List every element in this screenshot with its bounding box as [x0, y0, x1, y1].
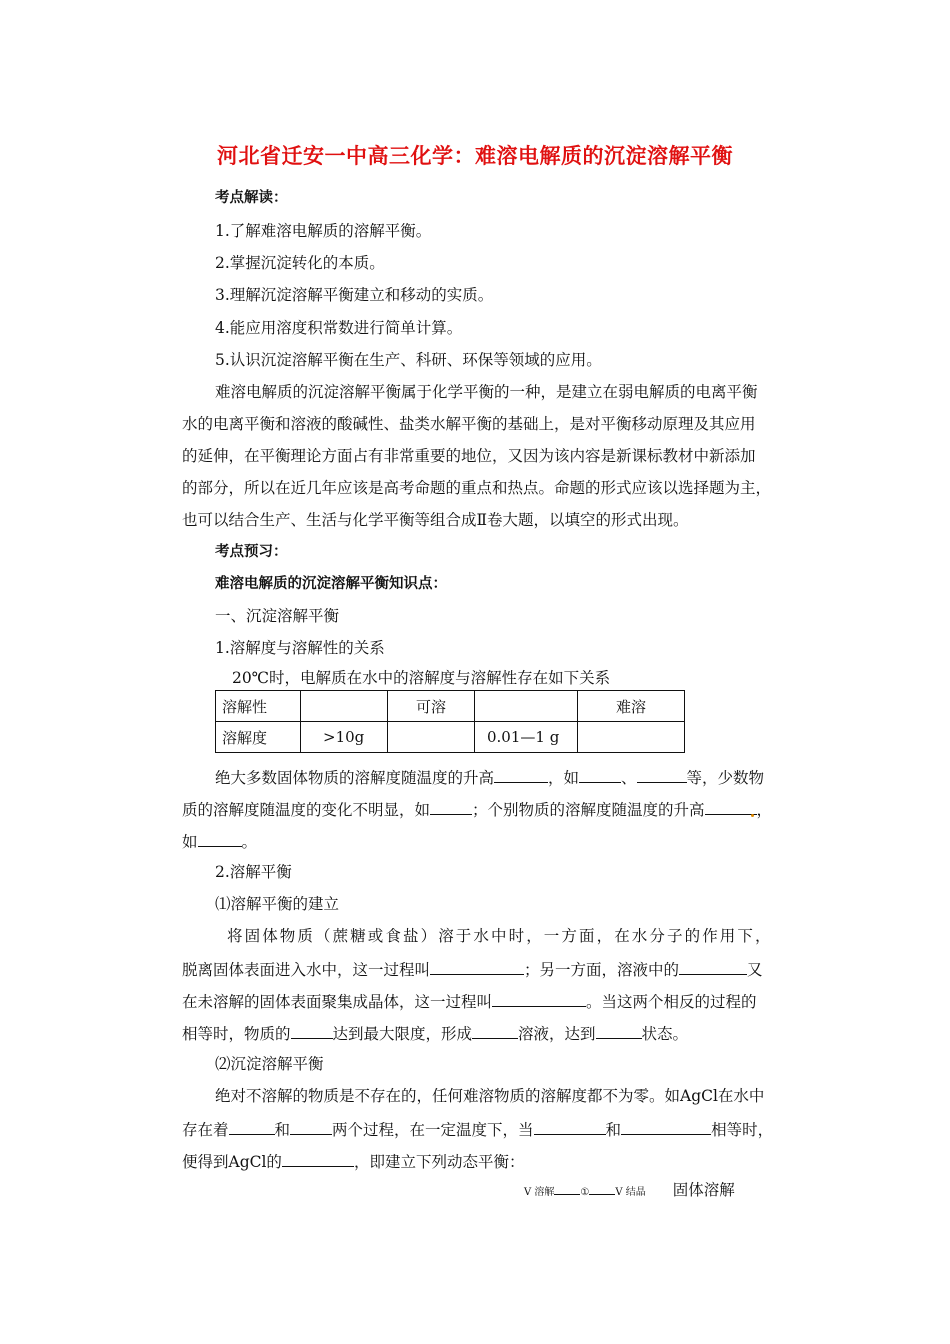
table-cell: 难溶: [578, 691, 685, 722]
para-c-line-3: 便得到AgCl的 ，即建立下列动态平衡：: [182, 1150, 524, 1172]
blank-field[interactable]: [430, 958, 524, 975]
intro-line-1: 难溶电解质的沉淀溶解平衡属于化学平衡的一种，是建立在弱电解质的电离平衡: [215, 383, 758, 401]
blank-field[interactable]: [290, 1118, 332, 1135]
table-row: [216, 722, 685, 753]
sub-heading-1-desc: 20℃时，电解质在水中的溶解度与溶解性存在如下关系: [232, 669, 611, 687]
table-cell: >10g: [301, 722, 388, 753]
point-4: 4.能应用溶度积常数进行简单计算。: [215, 319, 463, 337]
blank-field[interactable]: [679, 958, 747, 975]
blank-field[interactable]: [229, 1118, 275, 1135]
table-cell: 可溶: [388, 691, 475, 722]
point-2: 2.掌握沉淀转化的本质。: [215, 254, 385, 272]
dot-mark: [751, 814, 754, 817]
table-cell: [301, 691, 388, 722]
blank-field[interactable]: [430, 798, 472, 815]
blank-field[interactable]: [198, 830, 242, 847]
sub-heading-1: 1.溶解度与溶解性的关系: [215, 639, 385, 657]
blank-field[interactable]: [579, 766, 621, 783]
blank-field[interactable]: [637, 766, 687, 783]
para-b-line-1: 将固体物质（蔗糖或食盐）溶于水中时，一方面，在水分子的作用下，: [227, 927, 773, 945]
blank-field[interactable]: [596, 1022, 642, 1039]
sub-heading-2-1: ⑴溶解平衡的建立: [215, 895, 340, 913]
blank-field[interactable]: [534, 1118, 606, 1135]
intro-line-5: 也可以结合生产、生活与化学平衡等组合成Ⅱ卷大题，以填空的形式出现。: [182, 511, 689, 529]
table-cell: [578, 722, 685, 753]
blank-field[interactable]: [492, 990, 586, 1007]
page-title: 河北省迁安一中高三化学：难溶电解质的沉淀溶解平衡: [217, 144, 733, 168]
point-1: 1.了解难溶电解质的溶解平衡。: [215, 222, 432, 240]
formula-line: [589, 1184, 615, 1195]
table-cell: 溶解性: [216, 691, 301, 722]
table-cell: 0.01—1 g: [475, 722, 578, 753]
para-a-line-2: 质的溶解度随温度的变化不明显，如 ；个别物质的溶解度随温度的升高 ，: [182, 798, 772, 820]
blank-field[interactable]: [291, 1022, 333, 1039]
blank-field[interactable]: [472, 1022, 518, 1039]
solubility-table: [215, 690, 685, 753]
para-b-line-3: 在未溶解的固体表面聚集成晶体，这一过程叫 。当这两个相反的过程的: [182, 990, 757, 1012]
para-b-line-2: 脱离固体表面进入水中，这一过程叫 ；另一方面，溶液中的 又: [182, 958, 763, 980]
sub-heading-2-2: ⑵沉淀溶解平衡: [215, 1055, 324, 1073]
part-heading-1: 一、沉淀溶解平衡: [215, 607, 340, 625]
blank-field[interactable]: [282, 1150, 354, 1167]
point-5: 5.认识沉淀溶解平衡在生产、科研、环保等领域的应用。: [215, 351, 602, 369]
blank-field[interactable]: [705, 798, 757, 815]
formula-line: [554, 1184, 580, 1195]
section-heading-preview: 考点预习：: [215, 544, 288, 560]
para-c-line-2: 存在着 和 两个过程，在一定温度下，当 和 相等时，: [182, 1118, 773, 1140]
blank-field[interactable]: [621, 1118, 711, 1135]
table-cell: [475, 691, 578, 722]
para-a-line-1: 绝大多数固体物质的溶解度随温度的升高 ，如 、 等，少数物: [215, 766, 764, 788]
formula-label: 固体溶解: [672, 1181, 735, 1199]
equilibrium-formula: V 溶解 ① V 结晶 固体溶解: [524, 1181, 735, 1199]
para-c-line-1: 绝对不溶解的物质是不存在的，任何难溶物质的溶解度都不为零。如AgCl在水中: [215, 1087, 765, 1105]
sub-heading-2: 2.溶解平衡: [215, 863, 292, 881]
table-row: [216, 691, 685, 722]
point-3: 3.理解沉淀溶解平衡建立和移动的实质。: [215, 286, 494, 304]
table-cell: 溶解度: [216, 722, 301, 753]
section-heading-knowledge: 难溶电解质的沉淀溶解平衡知识点：: [215, 576, 447, 592]
intro-line-4: 的部分，所以在近几年应该是高考命题的重点和热点。命题的形式应该以选择题为主，: [182, 479, 772, 497]
para-a-line-3: 如 。: [182, 830, 257, 852]
intro-line-3: 的延伸，在平衡理论方面占有非常重要的地位，又因为该内容是新课标教材中新添加: [182, 447, 756, 465]
para-b-line-4: 相等时，物质的 达到最大限度，形成 溶液，达到 状态。: [182, 1022, 688, 1044]
intro-line-2: 水的电离平衡和溶液的酸碱性、盐类水解平衡的基础上，是对平衡移动原理及其应用: [182, 415, 756, 433]
table-cell: [388, 722, 475, 753]
blank-field[interactable]: [494, 766, 548, 783]
section-heading-interpretation: 考点解读：: [215, 190, 288, 206]
